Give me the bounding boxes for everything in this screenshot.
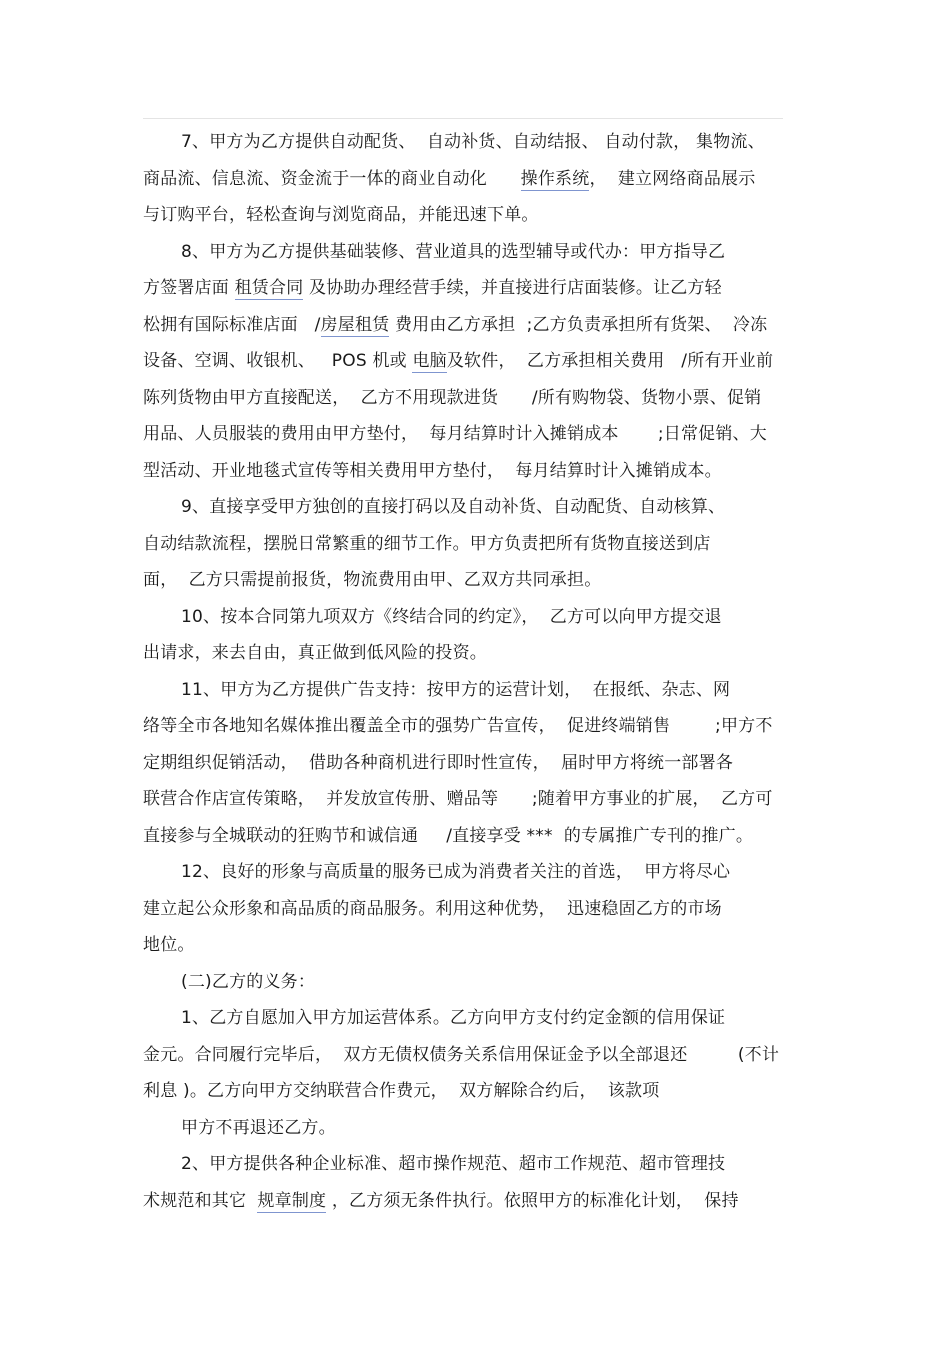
top-divider <box>143 118 783 119</box>
text-line <box>143 307 793 344</box>
hyperlink[interactable]: 房屋租赁 <box>320 314 390 335</box>
text-line <box>143 1146 793 1183</box>
text-run: 自动结款流程，摆脱日常繁重的细节工作。甲方负责把所有货物直接送到店 <box>143 533 711 554</box>
text-line <box>143 818 793 855</box>
text-run: 12、良好的形象与高质量的服务已成为消费者关注的首选， 甲方将尽心 <box>181 862 731 882</box>
hyperlink[interactable]: 租赁合同 <box>234 278 304 298</box>
text-run: 方签署店面 <box>143 278 235 298</box>
text-run: 地位。 <box>143 935 195 955</box>
text-line <box>143 270 793 307</box>
text-run: 及协助办理经营手续，并直接进行店面装修。让乙方轻 <box>303 278 722 298</box>
text-line <box>143 1073 793 1110</box>
text-line <box>143 453 793 490</box>
text-run: 11、甲方为乙方提供广告支持：按甲方的运营计划， 在报纸、杂志、网 <box>181 679 731 700</box>
text-run: 建立起公众形象和高品质的商品服务。利用这种优势， 迅速稳固乙方的市场 <box>143 898 722 919</box>
hyperlink[interactable]: 操作系统 <box>520 168 590 189</box>
text-run: 利息 )。乙方向甲方交纳联营合作费元， 双方解除合约后， 该款项 <box>143 1081 660 1101</box>
text-run: 设备、空调、收银机、 POS 机或 <box>143 351 413 371</box>
text-line <box>143 234 793 271</box>
text-run: 术规范和其它 <box>143 1190 258 1211</box>
text-run: 1、乙方自愿加入甲方加运营体系。乙方向甲方支付约定金额的信用保证 <box>181 1008 726 1028</box>
text-line <box>143 562 793 599</box>
text-run: 面， 乙方只需提前报货，物流费用由甲、乙双方共同承担。 <box>143 570 602 590</box>
text-line <box>143 526 793 563</box>
text-line <box>143 781 793 818</box>
text-run: 10、按本合同第九项双方《终结合同的约定》， 乙方可以向甲方提交退 <box>181 606 722 627</box>
text-line <box>143 1037 793 1074</box>
text-line <box>143 854 793 891</box>
text-line <box>143 161 793 198</box>
text-line <box>143 599 793 636</box>
text-run: 2、甲方提供各种企业标准、超市操作规范、超市工作规范、超市管理技 <box>181 1154 726 1174</box>
text-run: 7、甲方为乙方提供自动配货、 自动补货、自动结报、 自动付款， 集物流、 <box>181 132 765 152</box>
text-line <box>143 1110 793 1147</box>
text-run: 定期组织促销活动， 借助各种商机进行即时性宣传， 届时甲方将统一部署各 <box>143 752 734 773</box>
text-line <box>143 964 793 1001</box>
text-run: 直接参与全城联动的狂购节和诚信通 /直接享受 *** 的专属推广专刊的推广。 <box>143 825 754 846</box>
text-run: 金元。合同履行完毕后， 双方无债权债务关系信用保证金予以全部退还 (不计 <box>143 1044 780 1065</box>
hyperlink[interactable]: 规章制度 <box>257 1190 327 1211</box>
text-line <box>143 891 793 928</box>
text-run: 商品流、信息流、资金流于一体的商业自动化 <box>143 168 521 189</box>
text-run: (二)乙方的义务： <box>181 971 316 992</box>
text-line <box>143 672 793 709</box>
text-run: ，乙方须无条件执行。依照甲方的标准化计划， 保持 <box>326 1190 739 1211</box>
text-line <box>143 124 793 161</box>
hyperlink[interactable]: 电脑 <box>412 351 447 371</box>
text-line <box>143 416 793 453</box>
document-body <box>143 124 793 1219</box>
text-line <box>143 745 793 782</box>
text-line <box>143 197 793 234</box>
text-line <box>143 380 793 417</box>
text-run: ， 建立网络商品展示 <box>589 168 756 189</box>
text-line <box>143 708 793 745</box>
text-run: 型活动、开业地毯式宣传等相关费用甲方垫付， 每月结算时计入摊销成本。 <box>143 460 722 481</box>
text-run: 9、直接享受甲方独创的直接打码以及自动补货、自动配货、自动核算、 <box>181 497 726 517</box>
text-run: 用品、人员服装的费用由甲方垫付， 每月结算时计入摊销成本 ;日常促销、大 <box>143 424 767 444</box>
text-line <box>143 343 793 380</box>
text-run: 与订购平台，轻松查询与浏览商品，并能迅速下单。 <box>143 205 539 225</box>
text-run: 陈列货物由甲方直接配送， 乙方不用现款进货 /所有购物袋、货物小票、促销 <box>143 387 762 408</box>
text-line <box>143 927 793 964</box>
text-run: 松拥有国际标准店面 / <box>143 314 321 335</box>
text-run: 联营合作店宣传策略， 并发放宣传册、赠品等 ;随着甲方事业的扩展， 乙方可 <box>143 789 773 809</box>
text-line <box>143 489 793 526</box>
text-line <box>143 635 793 672</box>
text-run: 出请求，来去自由，真正做到低风险的投资。 <box>143 643 487 663</box>
text-run: 费用由乙方承担 ;乙方负责承担所有货架、 冷冻 <box>389 314 768 335</box>
text-line <box>143 1000 793 1037</box>
text-run: 8、甲方为乙方提供基础装修、营业道具的选型辅导或代办：甲方指导乙 <box>181 241 726 262</box>
text-run: 及软件， 乙方承担相关费用 /所有开业前 <box>446 351 774 371</box>
text-line <box>143 1183 793 1220</box>
text-run: 甲方不再退还乙方。 <box>181 1117 336 1138</box>
text-run: 络等全市各地知名媒体推出覆盖全市的强势广告宣传， 促进终端销售 ;甲方不 <box>143 716 773 736</box>
